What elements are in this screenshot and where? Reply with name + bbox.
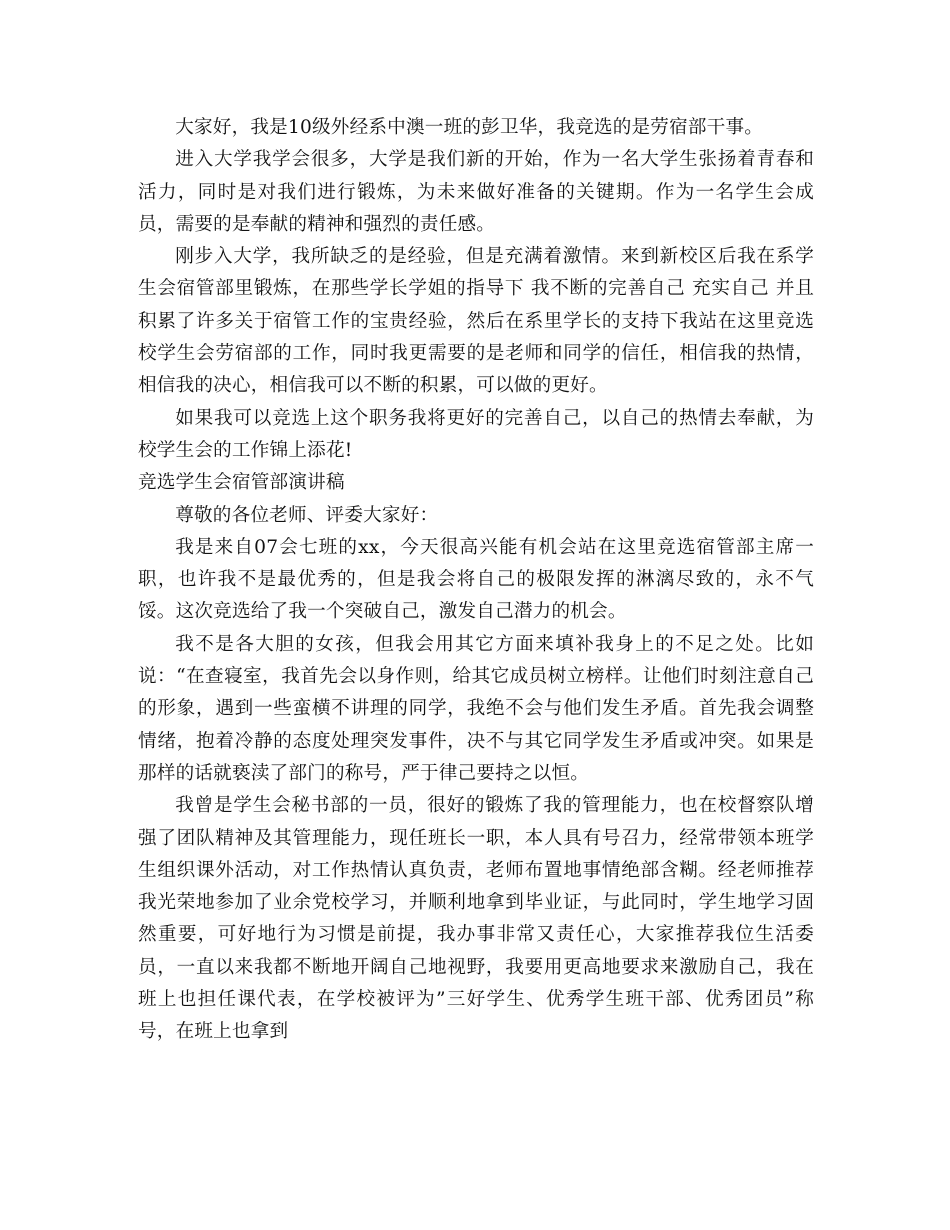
paragraph-salutation: 尊敬的各位老师、评委大家好： — [175, 504, 439, 526]
paragraph-dorm-plan: 我不是各大胆的女孩，但我会用其它方面来填补我身上的不足之处。比如说：“在查寝室，我首先会以身作则，给其它成员树立榜样。让他们时刻注意自己的形象，遇到一些蛮横不讲理的同学，我绝不会与他们发生矛盾。首先我会调整情绪，抱着冷静的态度处理突发事件，决不与其它同学发生矛盾或冲突。如果是那样的话就亵渎了部门的称号，严于律己要持之以恒。 — [138, 633, 814, 784]
paragraph-greeting: 大家好，我是10级外经系中澳一班的彭卫华，我竞选的是劳宿部干事。 — [175, 117, 764, 138]
paragraph-university-intro: 进入大学我学会很多，大学是我们新的开始，作为一名大学生张扬着青春和活力，同时是对我们进行锻炼，为未来做好准备的关键期。作为一名学生会成员，需要的是奉献的精神和强烈的责任感。 — [138, 149, 814, 235]
paragraph-self-intro: 我是来自07会七班的xx，今天很高兴能有机会站在这里竞选宿管部主席一职，也许我不是最优秀的，但是我会将自己的极限发挥的淋漓尽致的，永不气馁。这次竞选给了我一个突破自己，激发自己潜力的机会。 — [138, 536, 814, 623]
paragraph-commitment: 如果我可以竞选上这个职务我将更好的完善自己，以自己的热情去奉献，为校学生会的工作锦上添花! — [138, 407, 814, 461]
paragraph-experience: 刚步入大学，我所缺乏的是经验，但是充满着激情。来到新校区后我在系学生会宿管部里锻炼，在那些学长学姐的指导下 我不断的完善自己 充实自己 并且积累了许多关于宿管工作的宝贵经验，然后在系里学长的支持下我站在这里竞选校学生会劳宿部的工作，同时我更需要的是老师和同学的信任，相信我的热情，相信我的决心，相信我可以不断的积累，可以做的更好。 — [138, 246, 814, 397]
document-page — [138, 112, 814, 1049]
section-heading: 竞选学生会宿管部演讲稿 — [138, 472, 345, 494]
paragraph-qualifications: 我曾是学生会秘书部的一员，很好的锻炼了我的管理能力，也在校督察队增强了团队精神及其管理能力，现任班长一职，本人具有号召力，经常带领本班学生组织课外活动，对工作热情认真负责，老师布置地事情绝部含糊。经老师推荐我光荣地参加了业余党校学习，并顺利地拿到毕业证，与此同时，学生地学习固然重要，可好地行为习惯是前提，我办事非常又责任心，大家推荐我位生活委员，一直以来我都不断地开阔自己地视野，我要用更高地要求来激励自己，我在班上也担任课代表，在学校被评为”三好学生、优秀学生班干部、优秀团员”称号，在班上也拿到 — [138, 795, 814, 1043]
